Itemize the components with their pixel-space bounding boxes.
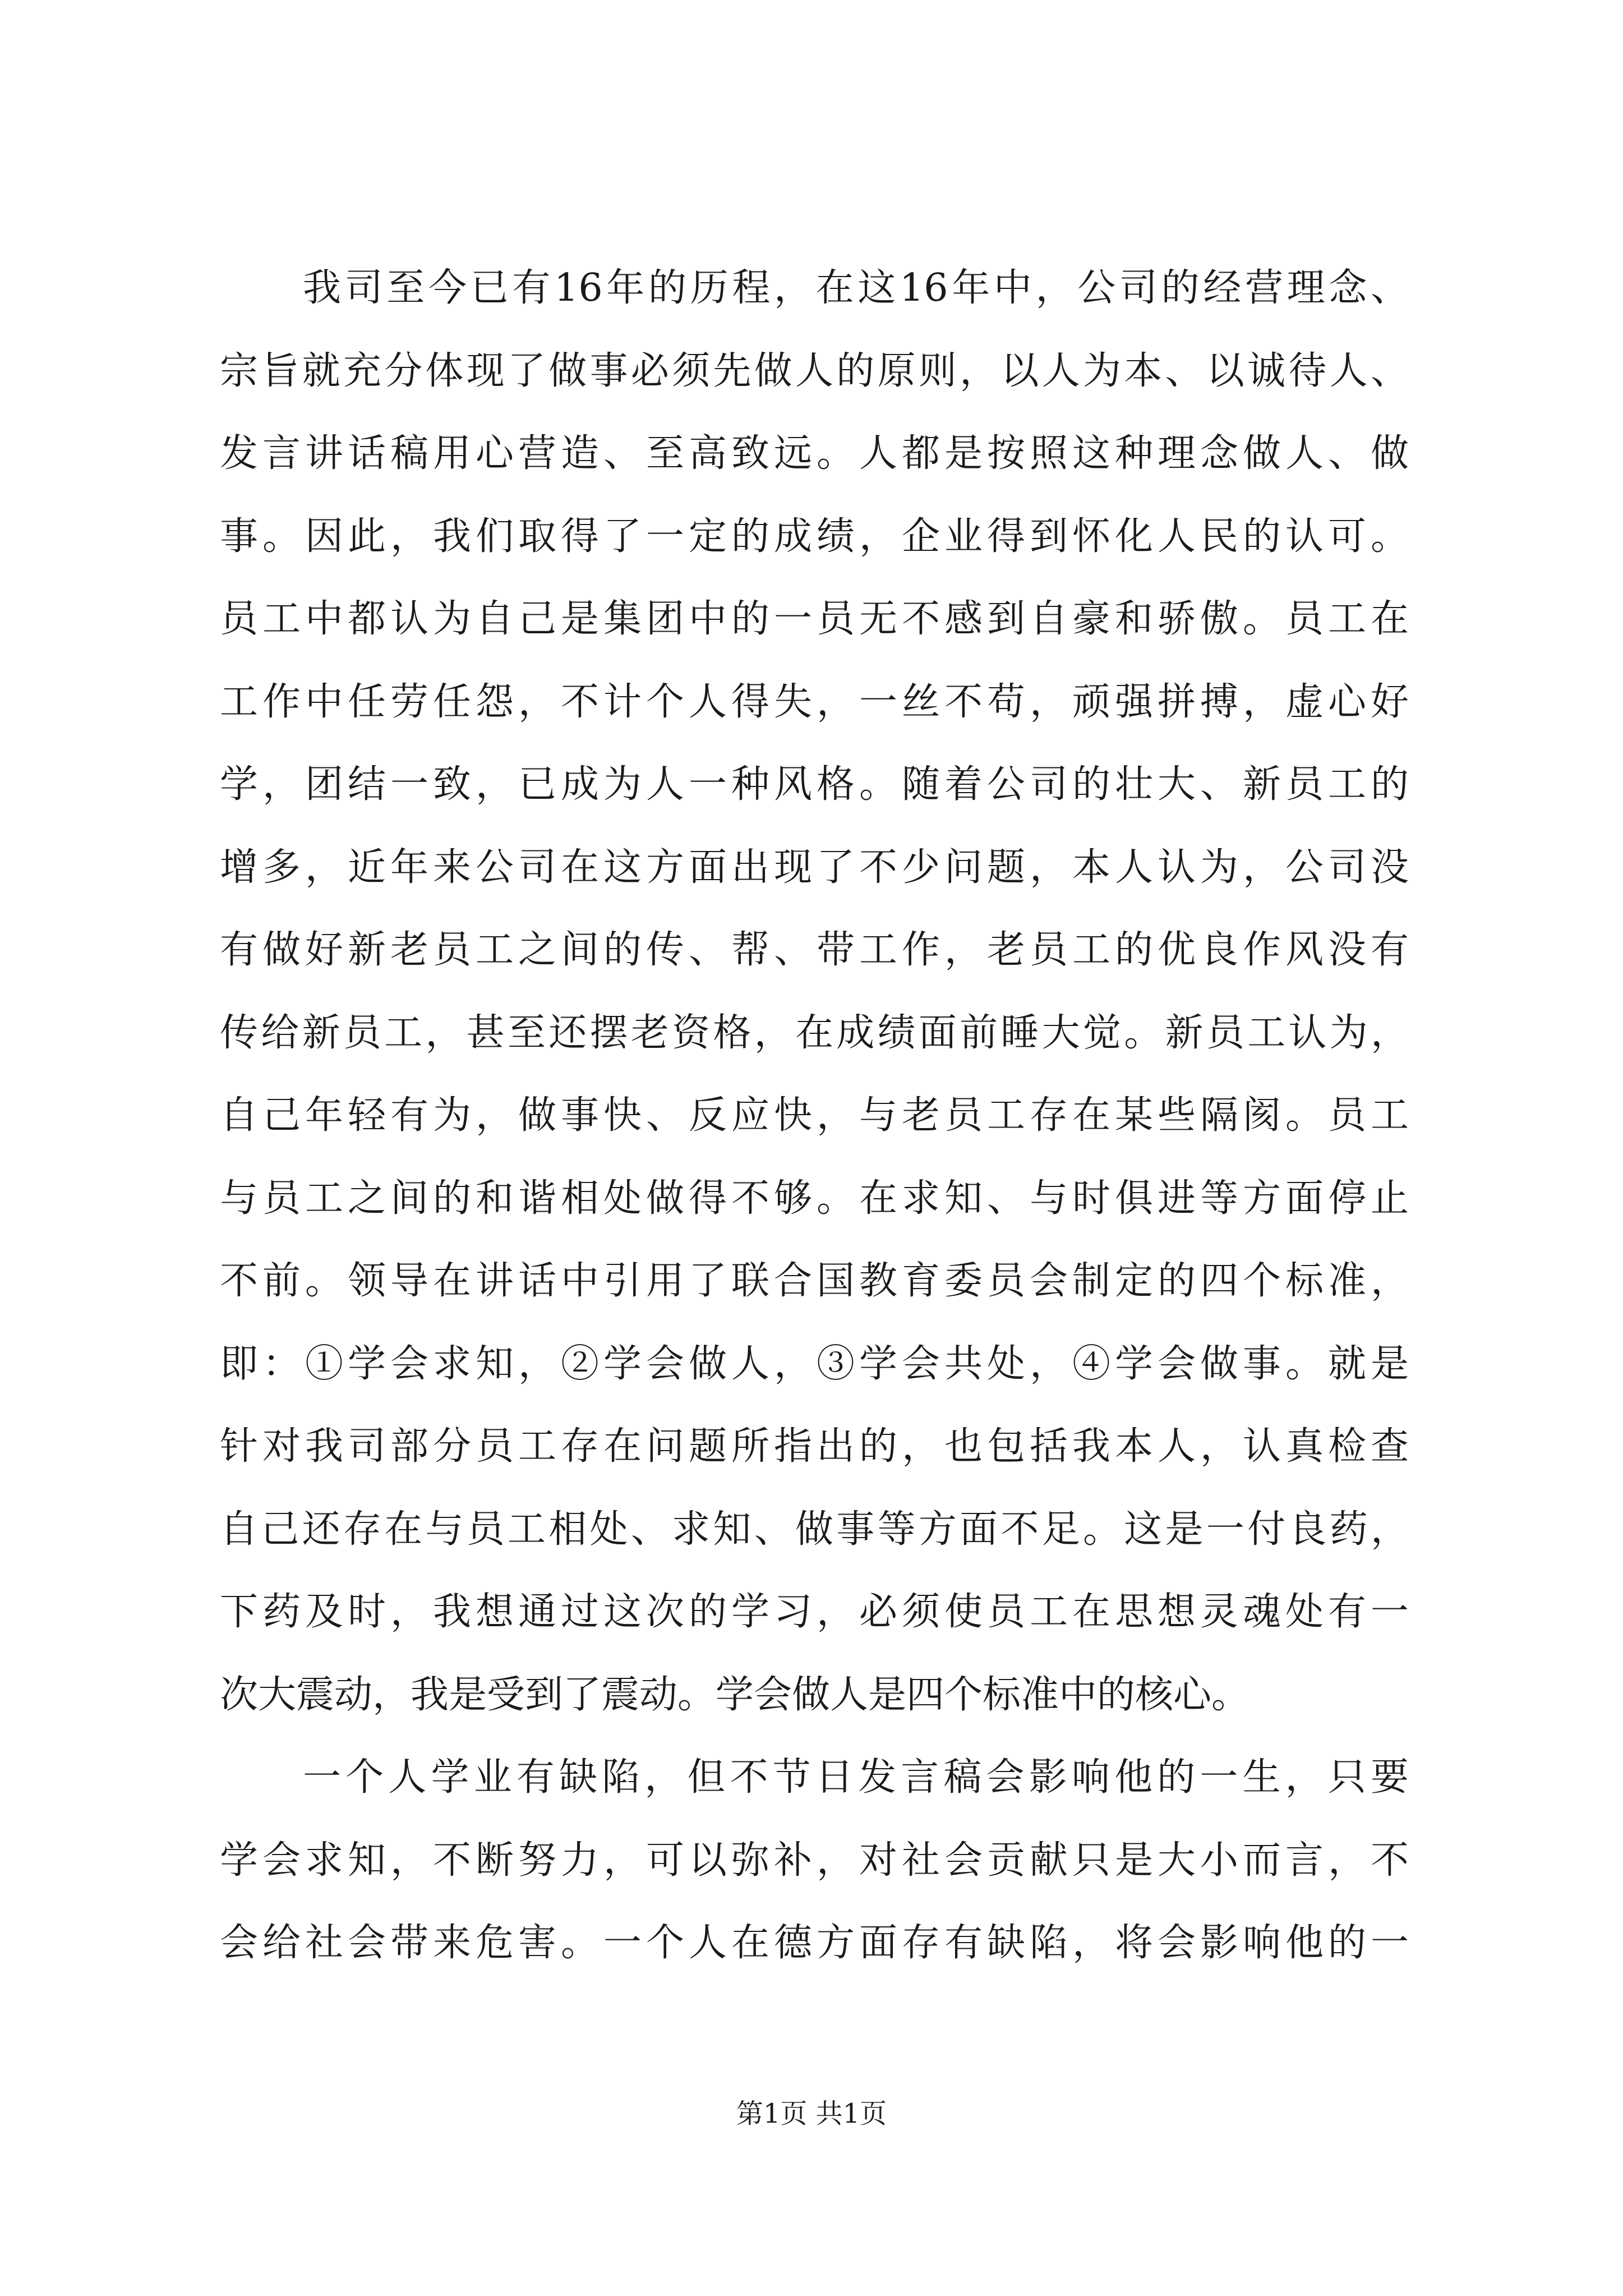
- paragraph-1-line-12: 与员工之间的和谐相处做得不够。在求知、与时俱进等方面停止: [220, 1176, 1409, 1221]
- paragraph-1-line-13: 不前。领导在讲话中引用了联合国教育委员会制定的四个标准，: [220, 1259, 1409, 1303]
- page-number-label: 第1页 共1页: [736, 2098, 887, 2129]
- paragraph-1-line-10: 传给新员工，甚至还摆老资格，在成绩面前睡大觉。新员工认为，: [220, 1010, 1409, 1055]
- paragraph-1-line-16: 自己还存在与员工相处、求知、做事等方面不足。这是一付良药，: [220, 1507, 1409, 1552]
- paragraph-1-line-11: 自己年轻有为，做事快、反应快，与老员工存在某些隔阂。员工: [220, 1093, 1409, 1138]
- paragraph-1-line-9: 有做好新老员工之间的传、帮、带工作，老员工的优良作风没有: [220, 928, 1409, 972]
- paragraph-2-line-1: 一个人学业有缺陷，但不节日发言稿会影响他的一生，只要: [303, 1755, 1409, 1800]
- paragraph-1-line-4: 事。因此，我们取得了一定的成绩，企业得到怀化人民的认可。: [220, 514, 1409, 559]
- body-text: [220, 247, 1409, 1985]
- page-footer: [0, 2097, 1623, 2131]
- paragraph-2-line-3: 会给社会带来危害。一个人在德方面存有缺陷，将会影响他的一: [220, 1921, 1409, 1965]
- paragraph-1-line-15: 针对我司部分员工存在问题所指出的，也包括我本人，认真检查: [220, 1424, 1409, 1469]
- paragraph-1-line-7: 学，团结一致，已成为人一种风格。随着公司的壮大、新员工的: [220, 762, 1409, 807]
- paragraph-1-line-17: 下药及时，我想通过这次的学习，必须使员工在思想灵魂处有一: [220, 1590, 1409, 1634]
- paragraph-1-line-2: 宗旨就充分体现了做事必须先做人的原则，以人为本、以诚待人、: [220, 348, 1409, 393]
- paragraph-1-line-18: 次大震动，我是受到了震动。学会做人是四个标准中的核心。: [220, 1672, 1250, 1717]
- paragraph-1-line-1: 我司至今已有16年的历程，在这16年中，公司的经营理念、: [303, 266, 1409, 310]
- paragraph-1-line-5: 员工中都认为自己是集团中的一员无不感到自豪和骄傲。员工在: [220, 597, 1409, 641]
- paragraph-1-line-8: 增多，近年来公司在这方面出现了不少问题，本人认为，公司没: [220, 845, 1409, 890]
- paragraph-1-line-6: 工作中任劳任怨，不计个人得失，一丝不苟，顽强拼搏，虚心好: [220, 679, 1409, 724]
- paragraph-1-line-3: 发言讲话稿用心营造、至高致远。人都是按照这种理念做人、做: [220, 431, 1409, 476]
- paragraph-1-line-14: 即：①学会求知，②学会做人，③学会共处，④学会做事。就是: [220, 1341, 1409, 1386]
- paragraph-2-line-2: 学会求知，不断努力，可以弥补，对社会贡献只是大小而言，不: [220, 1838, 1409, 1883]
